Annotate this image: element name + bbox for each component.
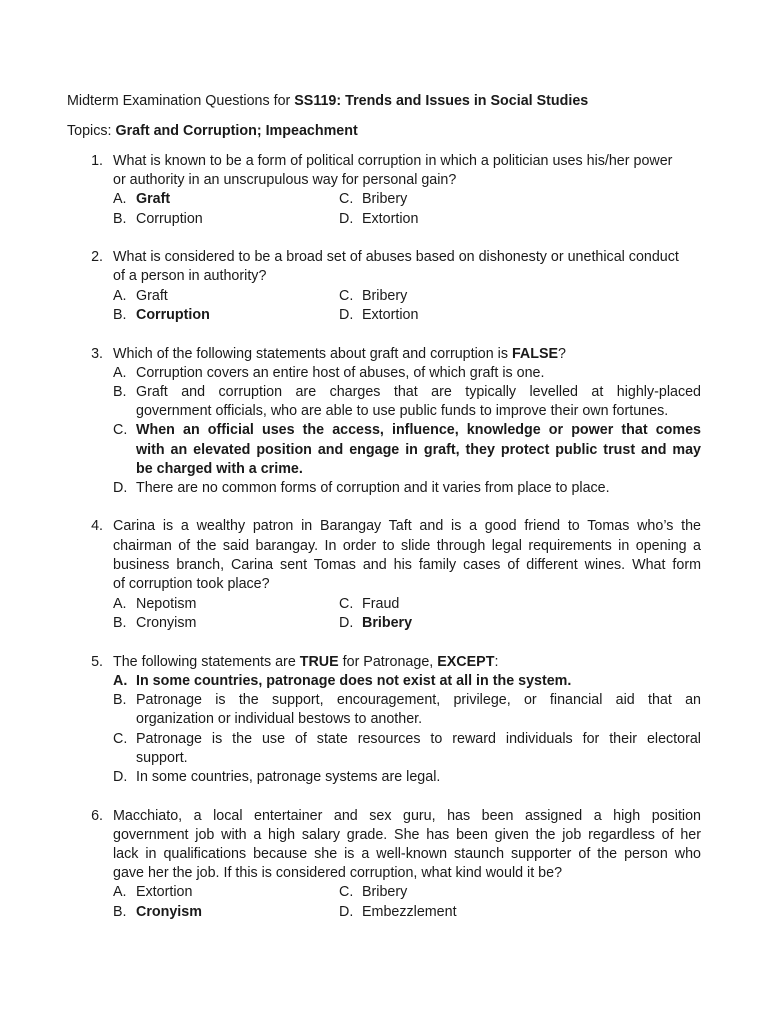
choice-c-cont: support. <box>136 750 188 766</box>
choice-c: Bribery <box>362 191 408 207</box>
question-stem: What is known to be a form of political corruption in which a politician uses his/her power <box>113 153 673 169</box>
exam-title: Midterm Examination Questions for SS119: Trends and Issues in Social Studies <box>67 93 589 109</box>
choice-letter: D. <box>339 904 354 920</box>
choice-letter: D. <box>113 480 128 496</box>
question-stem: The following statements are TRUE for Patronage, EXCEPT: <box>113 654 499 670</box>
choice-a: Nepotism <box>136 596 197 612</box>
choice-letter: B. <box>113 692 127 708</box>
question-number: 3. <box>91 346 103 362</box>
choice-c: When an official uses the access, influence, knowledge or power that comes <box>136 422 701 438</box>
choice-b: Corruption <box>136 307 210 323</box>
choice-letter: D. <box>339 211 354 227</box>
choice-letter: A. <box>113 288 127 304</box>
exam-topics: Topics: Graft and Corruption; Impeachment <box>67 123 358 139</box>
question-stem: of a person in authority? <box>113 268 267 284</box>
question-stem: chairman of the said barangay. In order to slide through legal requirements in opening a <box>113 538 701 554</box>
choice-a: Corruption covers an entire host of abuses, of which graft is one. <box>136 365 545 381</box>
choice-c: Bribery <box>362 288 408 304</box>
choice-letter: C. <box>339 596 354 612</box>
question-stem: lack in qualifications because she is a well-known staunch supporter of the person who <box>113 846 701 862</box>
question-stem: business branch, Carina sent Tomas and his family cases of different wines. What form <box>113 557 701 573</box>
question-stem: Which of the following statements about graft and corruption is FALSE? <box>113 346 566 362</box>
choice-letter: A. <box>113 191 127 207</box>
question-number: 5. <box>91 654 103 670</box>
choice-letter: B. <box>113 615 127 631</box>
choice-letter: D. <box>339 615 354 631</box>
choice-c: Bribery <box>362 884 408 900</box>
choice-b-cont: government officials, who are able to use public funds to improve their own fortunes. <box>136 403 669 419</box>
choice-c-cont: be charged with a crime. <box>136 461 303 477</box>
choice-d: Extortion <box>362 307 419 323</box>
choice-letter: B. <box>113 904 127 920</box>
choice-b-cont: organization or individual bestows to another. <box>136 711 423 727</box>
choice-letter: D. <box>113 769 128 785</box>
question-stem: What is considered to be a broad set of abuses based on dishonesty or unethical conduct <box>113 249 679 265</box>
question-number: 2. <box>91 249 103 265</box>
choice-c-cont: with an elevated position and engage in graft, they protect public trust and may <box>136 442 701 458</box>
choice-letter: C. <box>339 191 354 207</box>
choice-d: Embezzlement <box>362 904 457 920</box>
choice-letter: B. <box>113 211 127 227</box>
question-stem: Macchiato, a local entertainer and sex guru, has been assigned a high position <box>113 808 701 824</box>
choice-a: Graft <box>136 191 171 207</box>
choice-b: Cronyism <box>136 615 197 631</box>
choice-a: In some countries, patronage does not exist at all in the system. <box>136 673 572 689</box>
choice-letter: C. <box>113 422 128 438</box>
choice-d: There are no common forms of corruption and it varies from place to place. <box>136 480 610 496</box>
question-stem: government job with a high salary grade. She has been given the job regardless of her <box>113 827 701 843</box>
choice-b: Corruption <box>136 211 203 227</box>
question-number: 6. <box>91 808 103 824</box>
question-stem: Carina is a wealthy patron in Barangay Taft and is a good friend to Tomas who’s the <box>113 518 701 534</box>
choice-d: Extortion <box>362 211 419 227</box>
choice-letter: A. <box>113 596 127 612</box>
choice-b: Graft and corruption are charges that are typically levelled at highly-placed <box>136 384 701 400</box>
choice-d: Bribery <box>362 615 413 631</box>
choice-d: In some countries, patronage systems are legal. <box>136 769 441 785</box>
choice-letter: B. <box>113 384 127 400</box>
question-stem: or authority in an unscrupulous way for personal gain? <box>113 172 457 188</box>
choice-a: Graft <box>136 288 168 304</box>
choice-a: Extortion <box>136 884 193 900</box>
choice-letter: D. <box>339 307 354 323</box>
question-number: 1. <box>91 153 103 169</box>
choice-letter: A. <box>113 884 127 900</box>
choice-letter: C. <box>339 288 354 304</box>
choice-c: Patronage is the use of state resources to reward individuals for their electoral <box>136 731 701 747</box>
choice-c: Fraud <box>362 596 400 612</box>
question-stem: of corruption took place? <box>113 576 270 592</box>
choice-letter: C. <box>113 731 128 747</box>
choice-letter: B. <box>113 307 127 323</box>
question-stem: gave her the job. If this is considered corruption, what kind would it be? <box>113 865 563 881</box>
choice-b: Patronage is the support, encouragement, privilege, or financial aid that an <box>136 692 701 708</box>
question-number: 4. <box>91 518 103 534</box>
choice-letter: A. <box>113 673 128 689</box>
choice-letter: A. <box>113 365 127 381</box>
choice-b: Cronyism <box>136 904 202 920</box>
choice-letter: C. <box>339 884 354 900</box>
